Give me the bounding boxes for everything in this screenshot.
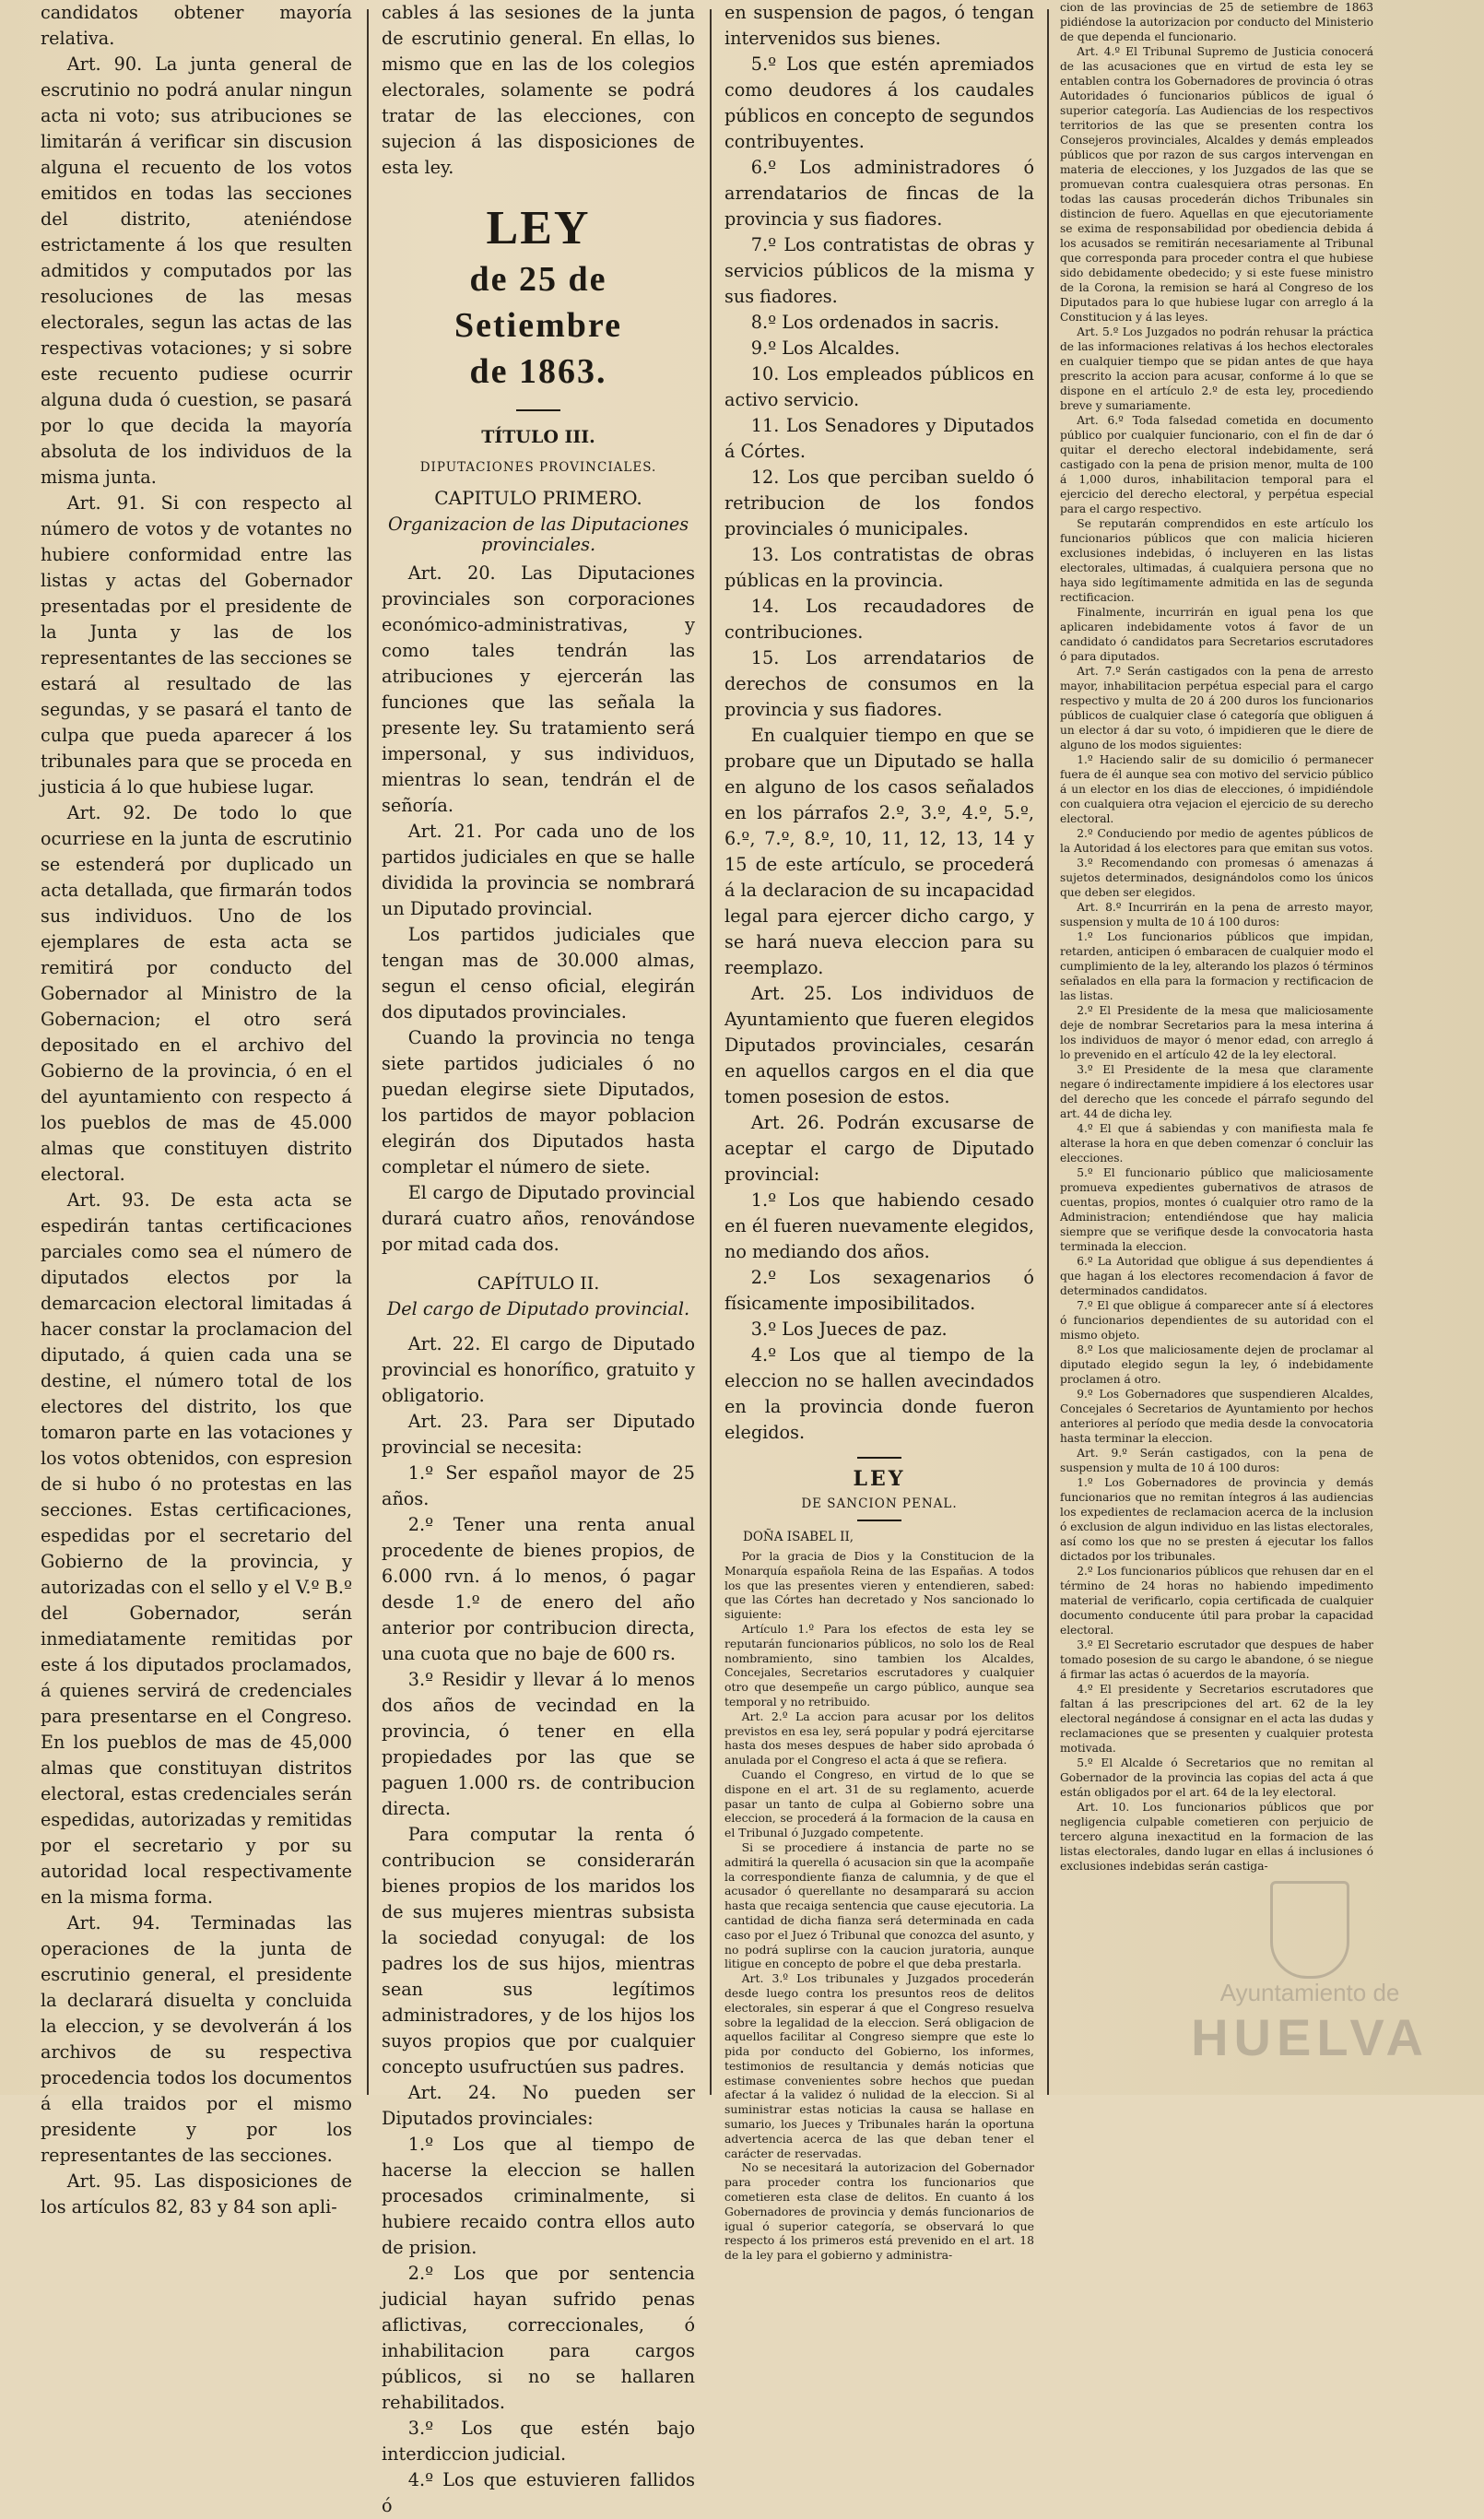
- list-item: 3.º El Secretario escrutador que despues de haber tomado posesion de su cargo le abandone, ó se niegue á firmar las actas ó acuerdos de la mayoría.: [1060, 1638, 1373, 1681]
- paragraph: Cuando el Congreso, en virtud de lo que se dispone en el art. 31 de su reglamento, acuerde pasar un tanto de culpa al Gobierno sobre una eleccion, se procederá á la formacion de la causa en el Tribunal ó Juzgado competente.: [724, 1767, 1034, 1840]
- list-item: 8.º Los que maliciosamente dejen de proclamar al diputado elegido segun la ley, ó indebidamente proclamen á otro.: [1060, 1343, 1373, 1386]
- law-heading-ley: LEY: [486, 202, 591, 254]
- watermark-logo: [1191, 1881, 1429, 2067]
- article-22: Art. 22. El cargo de Diputado provincial es honorífico, gratuito y obligatorio.: [382, 1333, 695, 1406]
- article-10: Art. 10. Los funcionarios públicos que por negligencia culpable cometieren con perjuicio de tercero alguna inexactitud en la formacion de las listas electorales, dando lugar en ellas á inclusiones ó exclusiones indebidas serán castiga-: [1060, 1801, 1373, 1873]
- list-item: 4.º El que á sabiendas y con manifiesta mala fe alterase la hora en que deben comenzar ó concluir las elecciones.: [1060, 1122, 1373, 1165]
- list-item: 2.º Conduciendo por medio de agentes públicos de la Autoridad á los electores para que emitan sus votos.: [1060, 827, 1373, 855]
- article-9: Art. 9.º Serán castigados, con la pena de suspension y multa de 10 á 100 duros:: [1060, 1447, 1373, 1474]
- article-92: Art. 92. De todo lo que ocurriese en la junta de escrutinio se estenderá por duplicado un acta detallada, que firmarán todos sus individuos. Uno de los ejemplares de esta acta se remitirá por conducto del Gobernador al Ministro de la Gobernacion; el otro será depositado en el archivo del Gobierno de la provincia, ó en el del ayuntamiento con respecto á los pueblos de mas de 45.000 almas que constituyen distrito electoral.: [41, 802, 352, 1185]
- divider: [516, 409, 560, 411]
- law-heading-year: de 1863.: [469, 352, 607, 391]
- list-item: 5.º El Alcalde ó Secretarios que no remitan al Gobernador de la provincia las copias del acta á que están obligados por el art. 64 de la ley electoral.: [1060, 1756, 1373, 1799]
- column-1: [41, 0, 352, 2217]
- list-item: 3.º Residir y llevar á lo menos dos años de vecindad en la provincia, ó tener en ella propiedades por las que se paguen 1.000 rs. de contribucion directa.: [382, 1669, 695, 1819]
- article-93: Art. 93. De esta acta se espedirán tantas certificaciones parciales como sea el número de diputados electos por la demarcacion electoral limitadas á hacer constar la proclamacion del diputado, á quien cada una se destine, el número total de los electores del distrito, los que tomaron parte en las votaciones y los votos obtenidos, con espresion de si hubo ó no protestas en las secciones. Estas certificaciones, espedidas por el secretario del Gobierno de la provincia, y autorizadas con el sello y el V.º B.º del Gobernador, serán inmediatamente remitidas por este á los diputados proclamados, á quienes servirá de credenciales para presentarse en el Congreso. En los pueblos de mas de 45,000 almas que constituyan distritos electoral, estas credenciales serán espedidas, autorizadas y remitidas por el secretario y por su autoridad local respectivamente en la misma forma.: [41, 1189, 352, 1908]
- article-21: Art. 21. Por cada uno de los partidos judiciales en que se halle dividida la provincia se nombrará un Diputado provincial.: [382, 821, 695, 919]
- paragraph: en suspension de pagos, ó tengan intervenidos sus bienes.: [724, 2, 1034, 49]
- list-item: 2.º Los sexagenarios ó físicamente imposibilitados.: [724, 1267, 1034, 1314]
- list-item: 12. Los que perciban sueldo ó retribucion de los fondos provinciales ó municipales.: [724, 467, 1034, 539]
- paragraph: No se necesitará la autorizacion del Gobernador para proceder contra los funcionarios que cometieren esta clase de delitos. En cuanto á los Gobernadores de provincia y demás funcionarios de igual ó superior categoría, se observará lo que respecto á los primeros está prevenido en el art. 18 de la ley para el gobierno y administra-: [724, 2160, 1034, 2263]
- chapter-heading: CAPÍTULO II.: [477, 1273, 600, 1294]
- list-item: 7.º Los contratistas de obras y servicios públicos de la misma y sus fiadores.: [724, 234, 1034, 307]
- list-item: 1.º Los que al tiempo de hacerse la eleccion se hallen procesados criminalmente, si hubiere recaido contra ellos auto de prision.: [382, 2134, 695, 2258]
- law-subheading: DE SANCION PENAL.: [801, 1496, 958, 1511]
- sancion-penal-text: [724, 1549, 1034, 2263]
- list-item: 1.º Haciendo salir de su domicilio ó permanecer fuera de él aunque sea con motivo del servicio público á un elector en los dias de elecciones, ó impidiéndole con cualquiera otra vejacion el ejercicio de su derecho electoral.: [1060, 753, 1373, 825]
- list-item: 2.º Los funcionarios públicos que rehusen dar en el término de 24 horas no habiendo impedimento material de verificarlo, copia certificada de cualquier documento conducente útil para probar la capacidad electoral.: [1060, 1565, 1373, 1637]
- list-item: 11. Los Senadores y Diputados á Córtes.: [724, 415, 1034, 462]
- list-item: 5.º Los que estén apremiados como deudores á los caudales públicos en concepto de segundos contribuyentes.: [724, 53, 1034, 152]
- list-item: 9.º Los Alcaldes.: [750, 337, 901, 359]
- list-item: 2.º Tener una renta anual procedente de bienes propios, de 6.000 rvn. á lo menos, ó pagar desde 1.º de enero del año anterior por contribucion directa, una cuota que no baje de 600 rs.: [382, 1514, 695, 1664]
- list-item: 4.º Los que al tiempo de la eleccion no se hallen avecindados en la provincia donde fueron elegidos.: [724, 1344, 1034, 1443]
- chapter-subheading: Organizacion de las Diputaciones provinciales.: [387, 514, 689, 555]
- paragraph: candidatos obtener mayoría relativa.: [41, 2, 352, 49]
- shield-icon: [1270, 1881, 1349, 1979]
- list-item: 3.º Los Jueces de paz.: [750, 1319, 948, 1340]
- article-1: Artículo 1.º Para los efectos de esta ley se reputarán funcionarios públicos, no solo los de Real nombramiento, sino tambien los Alcaldes, Concejales, Secretarios escrutadores y cualquier otro que desempeñe un cargo público, aunque sea temporal y no retribuido.: [724, 1621, 1034, 1709]
- divider: [857, 1457, 901, 1459]
- divider: [857, 1520, 901, 1521]
- list-item: 7.º El que obligue á comparecer ante sí á electores ó funcionarios dependientes de su autoridad con el mismo objeto.: [1060, 1299, 1373, 1342]
- list-item: 2.º El Presidente de la mesa que maliciosamente deje de nombrar Secretarios para la mesa interina á los individuos de mayor ó menor edad, con arreglo á lo prevenido en el artículo 42 de la ley electoral.: [1060, 1004, 1373, 1061]
- article-6: Art. 6.º Toda falsedad cometida en documento público por cualquier funcionario, con el fin de dar ó quitar el derecho electoral indebidamente, será castigado con la pena de prision menor, multa de 100 á 1,000 duros, inhabilitacion temporal para el ejercicio del derecho electoral, y perpétua especial para el cargo respectivo.: [1060, 414, 1373, 515]
- title-heading: TÍTULO III.: [481, 427, 595, 447]
- watermark-line2: HUELVA: [1191, 2008, 1429, 2066]
- article-4: Art. 4.º El Tribunal Supremo de Justicia conocerá de las acusaciones que en virtud de esta ley se entablen contra los Gobernadores de provincia ó otras Autoridades ó funcionarios públicos de igual ó superior categoría. Las Audiencias de los respectivos territorios de las que se presenten contra los Consejeros provinciales, Alcaldes y demás empleados públicos que por razon de sus cargos intervengan en materia de elecciones, y los Juzgados de las que se promuevan contra cualesquiera otras personas. En todas las causas procederán dichos Tribunales sin distincion de fuero. Aquellas en que ejecutoriamente se exima de responsabilidad por obediencia debida á los acusados se remitirán necesariamente al Tribunal que corresponda para proceder contra el que hubiese sido debidamente obedecido; y si este fuese ministro de la Corona, la remision se hará al Congreso de los Diputados para lo que hubiese lugar con arreglo á la Constitucion y á las leyes.: [1060, 45, 1373, 324]
- paragraph: Para computar la renta ó contribucion se considerarán bienes propios de los maridos los de sus mujeres mientras subsista la sociedad conyugal: de los padres los de sus hijos, mientras sean sus legítimos administradores, y de los hijos los suyos propios que por cualquier concepto usufructúen sus padres.: [382, 1824, 695, 2077]
- article-25: Art. 25. Los individuos de Ayuntamiento que fueren elegidos Diputados provinciales, cesarán en aquellos cargos en el dia que tomen posesion de estos.: [724, 983, 1034, 1107]
- chapter-subheading: Del cargo de Diputado provincial.: [386, 1298, 690, 1319]
- list-item: 9.º Los Gobernadores que suspendieren Alcaldes, Concejales ó Secretarios de Ayuntamiento por hechos anteriores al período que media desde la convocatoria hasta terminar la eleccion.: [1060, 1388, 1373, 1445]
- list-item: 1.º Los funcionarios públicos que impidan, retarden, anticipen ó embaracen de cualquier modo el cumplimiento de la ley, alterando los plazos ó términos señalados en ella para la formacion y rectificacion de las listas.: [1060, 930, 1373, 1002]
- paragraph: Los partidos judiciales que tengan mas de 30.000 almas, segun el censo oficial, elegirán dos diputados provinciales.: [382, 924, 695, 1023]
- column-2: [382, 0, 695, 2516]
- column-3: [724, 0, 1035, 2263]
- column-4: [1060, 0, 1373, 2095]
- article-91: Art. 91. Si con respecto al número de votos y de votantes no hubiere conformidad entre las listas y actas del Gobernador presentadas por el presidente de la Junta y las de los representantes de las secciones se estará al resultado de las segundas, y se pasará el tanto de culpa que pueda aparecer á los tribunales para que se proceda en justicia á lo que hubiese lugar.: [41, 492, 352, 798]
- article-5: Art. 5.º Los Juzgados no podrán rehusar la práctica de las informaciones relativas á los hechos electorales en cualquier tiempo que se pidan antes de que haya prescrito la accion para acusar, conforme á lo que se dispone en el artículo 2.º de esta ley, procediendo breve y sumariamente.: [1060, 325, 1373, 412]
- list-item: 1.º Ser español mayor de 25 años.: [382, 1462, 695, 1509]
- column-divider: [710, 9, 712, 2095]
- paragraph: cion de las provincias de 25 de setiembre de 1863 pidiéndose la autorizacion por conducto del Ministerio de que dependa el funcionario.: [1060, 1, 1373, 43]
- paragraph: Cuando la provincia no tenga siete partidos judiciales ó no puedan elegirse siete Diputados, los partidos de mayor poblacion elegirán dos Diputados hasta completar el número de siete.: [382, 1027, 695, 1177]
- article-20: Art. 20. Las Diputaciones provinciales son corporaciones económico-administrativas, y como tales tendrán las atribuciones y ejercerán las funciones que las señala la presente ley. Su tratamiento será impersonal, y sus individuos, mientras lo sean, tendrán el de señoría.: [382, 562, 695, 816]
- chapter-heading: CAPITULO PRIMERO.: [434, 487, 642, 509]
- list-item: 4.º Los que estuvieren fallidos ó: [382, 2469, 695, 2516]
- list-item: 15. Los arrendatarios de derechos de consumos en la provincia y sus fiadores.: [724, 647, 1034, 720]
- article-24: Art. 24. No pueden ser Diputados provinciales:: [382, 2082, 695, 2129]
- list-item: 10. Los empleados públicos en activo servicio.: [724, 363, 1034, 410]
- title-subheading: DIPUTACIONES PROVINCIALES.: [419, 460, 657, 475]
- list-item: 3.º El Presidente de la mesa que claramente negare ó indirectamente impidiere á los electores usar del derecho que les concede el párrafo segundo del art. 44 de dicha ley.: [1060, 1063, 1373, 1120]
- article-8: Art. 8.º Incurrirán en la pena de arresto mayor, suspension y multa de 10 á 100 duros:: [1060, 901, 1373, 928]
- list-item: 13. Los contratistas de obras públicas en la provincia.: [724, 544, 1034, 591]
- article-3: Art. 3.º Los tribunales y Juzgados procederán desde luego contra los presuntos reos de delitos electorales, sin esperar á que el Congreso resuelva sobre la legalidad de la eleccion. Será obligacion de aquellos facilitar al Congreso siempre que este lo pida por conducto del Gobierno, los informes, testimonios de resultancia y demás noticias que estimase convenientes sobre hechos que puedan afectar á la validez ó nulidad de la eleccion. Si al suministrar estas noticias la causa se hallase en sumario, los Jueces y Tribunales harán la oportuna advertencia acerca de las que deban tener el carácter de reservadas.: [724, 1971, 1034, 2160]
- article-95: Art. 95. Las disposiciones de los artículos 82, 83 y 84 son apli-: [41, 2170, 352, 2217]
- paragraph: Se reputarán comprendidos en este artículo los funcionarios públicos que con malicia hicieren exclusiones indebidas, ó incluyeren en las listas electorales, ultimadas, á cualquiera persona que no haya sido legítimamente admitida en las de segunda rectificacion.: [1060, 517, 1373, 604]
- paragraph: Si se procediere á instancia de parte no se admitirá la querella ó acusacion sin que la acompañe la correspondiente fianza de calumnia, y de que el acusador ó querellante no desamparará su accion hasta que recaiga sentencia que cause ejecutoria. La cantidad de dicha fianza será determinada en cada caso por el Juez ó Tribunal que conozca del asunto, y no podrá suplirse con la caucion juratoria, aunque litigue en concepto de pobre el que deba prestarla.: [724, 1839, 1034, 1971]
- article-94: Art. 94. Terminadas las operaciones de la junta de escrutinio general, el presidente la declarará disuelta y concluida la eleccion, y se devolverán á los archivos de su respectiva procedencia todos los documentos á ella traidos por el mismo presidente y por los representantes de las secciones.: [41, 1912, 352, 2166]
- list-item: 4.º El presidente y Secretarios escrutadores que faltan á las prescripciones del art. 62 de la ley electoral negándose á consignar en el acta las dudas y reclamaciones que se presenten y cualquier protesta motivada.: [1060, 1683, 1373, 1755]
- paragraph: cables á las sesiones de la junta de escrutinio general. En ellas, lo mismo que en las de los colegios electorales, solamente se podrá tratar de las elecciones, con sujecion á las disposiciones de esta ley.: [382, 2, 695, 178]
- paragraph: En cualquier tiempo en que se probare que un Diputado se halla en alguno de los casos señalados en los párrafos 2.º, 3.º, 4.º, 5.º, 6.º, 7.º, 8.º, 10, 11, 12, 13, 14 y 15 de este artículo, se procederá á la declaracion de su incapacidad legal para ejercer dicho cargo, y se hará nueva eleccion para su reemplazo.: [724, 725, 1035, 978]
- law-heading-ley: LEY: [853, 1467, 906, 1491]
- list-item: 8.º Los ordenados in sacris.: [750, 312, 1000, 333]
- list-item: 3.º Recomendando con promesas ó amenazas á sujetos determinados, designándolos como los únicos que deben ser elegidos.: [1060, 857, 1373, 899]
- queen-heading: DOÑA ISABEL II,: [743, 1530, 854, 1544]
- paragraph: El cargo de Diputado provincial durará cuatro años, renovándose por mitad cada dos.: [382, 1182, 695, 1255]
- article-26: Art. 26. Podrán excusarse de aceptar el cargo de Diputado provincial:: [724, 1112, 1034, 1185]
- article-2: Art. 2.º La accion para acusar por los delitos previstos en esa ley, será popular y podrá ejercitarse hasta dos meses despues de haber sido aprobada ó anulada por el Congreso el acta á que se refiera.: [724, 1709, 1034, 1768]
- article-23: Art. 23. Para ser Diputado provincial se necesita:: [382, 1411, 695, 1458]
- law-heading-date: de 25 de Setiembre: [454, 260, 622, 345]
- column-divider: [367, 9, 369, 2095]
- article-7: Art. 7.º Serán castigados con la pena de arresto mayor, inhabilitacion perpétua especial para el cargo respectivo y multa de 20 á 200 duros los funcionarios públicos de cualquier clase ó categoría que obliguen á un elector á dar su voto, ó impidieren que le diere de alguno de los modos siguientes:: [1060, 665, 1373, 751]
- column-divider: [1047, 9, 1049, 2095]
- list-item: 6.º La Autoridad que obligue á sus dependientes á que hagan á los electores recomendacion á favor de determinados candidatos.: [1060, 1255, 1373, 1297]
- list-item: 5.º El funcionario público que maliciosamente promueva expedientes gubernativos de atrasos de cuentas, propios, montes ó cualquier otro ramo de la Administracion; entendiéndose que hay malicia siempre que se verifique desde la convocatoria hasta terminada la eleccion.: [1060, 1166, 1373, 1253]
- list-item: 1.º Los Gobernadores de provincia y demás funcionarios que no remitan íntegros á las audiencias los expedientes de reclamacion acerca de la inclusion ó exclusion de algun individuo en las listas electorales, así como los que no se presten á ejecutar los fallos dictados por los tribunales.: [1060, 1476, 1373, 1563]
- list-item: 1.º Los que habiendo cesado en él fueren nuevamente elegidos, no mediando dos años.: [724, 1189, 1034, 1262]
- paragraph: Por la gracia de Dios y la Constitucion de la Monarquía española Reina de las Españas. A todos los que las presentes vieren y entendieren, sabed: que las Córtes han decretado y Nos sancionado lo siguiente:: [724, 1549, 1034, 1622]
- list-item: 3.º Los que estén bajo interdiccion judicial.: [382, 2418, 695, 2465]
- article-90: Art. 90. La junta general de escrutinio no podrá anular ningun acta ni voto; sus atribuciones se limitarán á verificar sin discusion alguna el recuento de los votos emitidos en todas las secciones del distrito, ateniéndose estrictamente á los que resulten admitidos y computados por las resoluciones de las mesas electorales, segun las actas de las respectivas votaciones; y si sobre este recuento pudiese ocurrir alguna duda ó cuestion, se pasará por lo que decida la mayoría absoluta de los individuos de la misma junta.: [41, 53, 352, 488]
- list-item: 2.º Los que por sentencia judicial hayan sufrido penas aflictivas, correccionales, ó inhabilitacion para cargos públicos, si no se hallaren rehabilitados.: [382, 2263, 695, 2413]
- list-item: 6.º Los administradores ó arrendatarios de fincas de la provincia y sus fiadores.: [724, 157, 1034, 230]
- paragraph: Finalmente, incurrirán en igual pena los que aplicaren indebidamente votos á favor de un candidato ó candidatos para Secretarios escrutadores ó para diputados.: [1060, 606, 1373, 663]
- list-item: 14. Los recaudadores de contribuciones.: [724, 596, 1034, 643]
- watermark-line1: Ayuntamiento de: [1219, 1979, 1400, 2006]
